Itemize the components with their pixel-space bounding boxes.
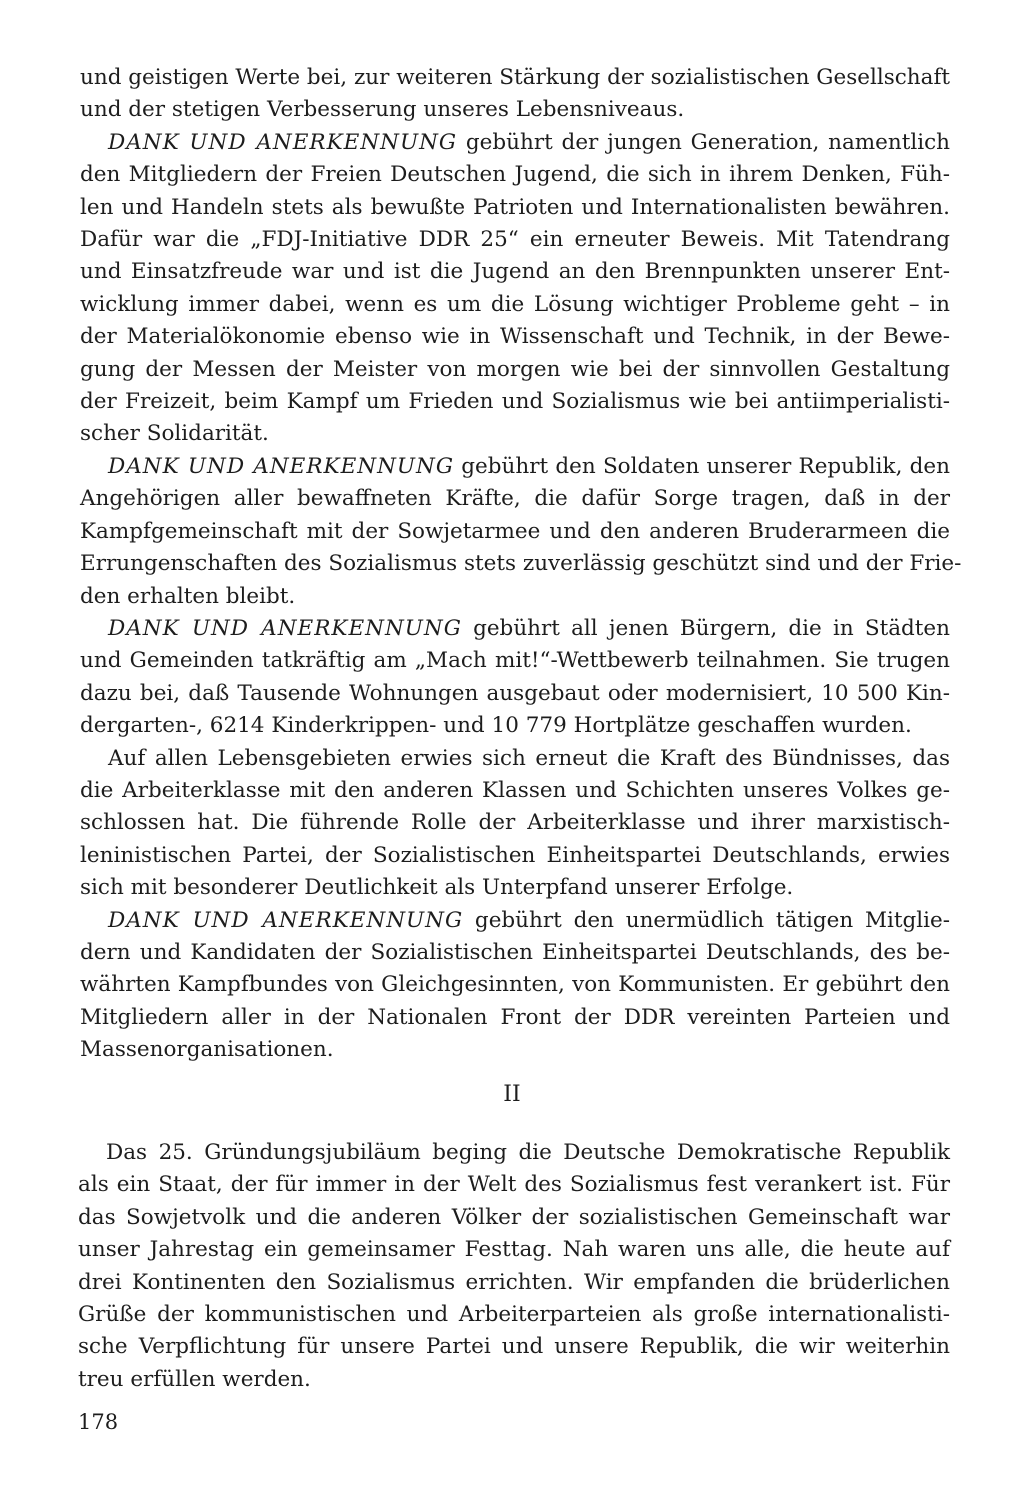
text-fragment: gebührt den unermüdlich tätigen Mitglie- — [463, 907, 950, 933]
text-line: und geistigen Werte bei, zur weiteren Stärkung der sozialistischen Gesellschaft — [80, 65, 951, 90]
text-line: dern und Kandidaten der Sozialistischen Einheitspartei Deutschlands, des be- — [80, 939, 950, 965]
text-line: dazu bei, daß Tausende Wohnungen ausgebaut oder modernisiert, 10 500 Kin- — [80, 680, 950, 706]
text-line: Kampfgemeinschaft mit der Sowjetarmee und den anderen Bruderarmeen die — [80, 518, 950, 544]
text-line — [80, 613, 950, 645]
text-line: leninistischen Partei, der Sozialistischen Einheitspartei Deutschlands, erwies — [80, 842, 950, 868]
text-fragment: gebührt der jungen Generation, namentlich — [457, 129, 950, 155]
text-line: den Mitgliedern der Freien Deutschen Jugend, die sich in ihrem Denken, Füh- — [80, 162, 950, 188]
emphasis-heading: DANK UND ANERKENNUNG — [108, 907, 464, 933]
text-line: als ein Staat, der für immer in der Welt des Sozialismus fest verankert ist. Für — [78, 1172, 950, 1198]
text-line: währten Kampfbundes von Gleichgesinnten, von Kommunisten. Er gebührt den — [80, 972, 950, 998]
text-line: drei Kontinenten den Sozialismus errichten. Wir empfanden die brüderlichen — [78, 1269, 950, 1295]
text-fragment: gebührt den Soldaten unserer Republik, den — [454, 453, 950, 479]
text-line — [80, 127, 950, 159]
section-two-body — [78, 1137, 950, 1396]
text-line: wicklung immer dabei, wenn es um die Lösung wichtiger Probleme geht – in — [80, 291, 950, 317]
paragraph-youth — [80, 127, 950, 451]
page-number: 178 — [78, 1410, 119, 1434]
emphasis-heading: DANK UND ANERKENNUNG — [108, 615, 462, 641]
text-line: scher Solidarität. — [80, 421, 269, 447]
text-line: das Sowjetvolk und die anderen Völker der sozialistischen Gemeinschaft war — [78, 1204, 950, 1230]
text-line: Das 25. Gründungsjubiläum beging die Deutsche Demokratische Republik — [106, 1140, 950, 1165]
text-line: der Materialökonomie ebenso wie in Wissenschaft und Technik, in der Bewe- — [80, 324, 950, 350]
paragraph-party-members — [80, 905, 950, 1067]
paragraph-alliance — [80, 743, 950, 905]
paragraph-soldiers — [80, 451, 962, 613]
text-fragment: gebührt all jenen Bürgern, die in Städten — [461, 615, 951, 641]
text-line: Auf allen Lebensgebieten erwies sich erneut die Kraft des Bündnisses, das — [108, 745, 950, 771]
section-heading: II — [503, 1082, 521, 1107]
text-line: Mitgliedern aller in der Nationalen Front der DDR vereinten Parteien und — [80, 1004, 950, 1030]
emphasis-heading: DANK UND ANERKENNUNG — [108, 129, 458, 155]
text-line: und der stetigen Verbesserung unseres Lebensniveaus. — [80, 97, 685, 123]
text-line: dergarten-, 6214 Kinderkrippen- und 10 779 Hortplätze geschaffen wurden. — [80, 713, 912, 739]
text-line: len und Handeln stets als bewußte Patrioten und Internationalisten bewähren. — [80, 194, 950, 220]
text-line: unser Jahrestag ein gemeinsamer Festtag. Nah waren uns alle, die heute auf — [78, 1237, 950, 1263]
text-line: und Einsatzfreude war und ist die Jugend an den Brennpunkten unserer Ent- — [80, 259, 950, 285]
emphasis-heading: DANK UND ANERKENNUNG — [108, 453, 455, 479]
text-line: Grüße der kommunistischen und Arbeiterparteien als große internationalisti- — [78, 1302, 950, 1328]
text-line: sich mit besonderer Deutlichkeit als Unterpfand unserer Erfolge. — [80, 875, 794, 901]
text-line: Errungenschaften des Sozialismus stets zuverlässig geschützt sind und der Frie- — [80, 551, 962, 577]
paragraph-citizens — [80, 613, 950, 743]
paragraph-continuation — [80, 62, 950, 127]
document-body — [80, 62, 962, 1067]
text-line — [80, 905, 950, 937]
text-line: treu erfüllen werden. — [78, 1366, 311, 1392]
text-line: schlossen hat. Die führende Rolle der Arbeiterklasse und ihrer marxistisch- — [80, 810, 950, 836]
text-line: der Freizeit, beim Kampf um Frieden und Sozialismus wie bei antiimperialisti- — [80, 389, 950, 415]
text-line: gung der Messen der Meister von morgen wie bei der sinnvollen Gestaltung — [80, 356, 950, 382]
text-line: und Gemeinden tatkräftig am „Mach mit!“-Wettbewerb teilnahmen. Sie trugen — [80, 648, 950, 674]
text-line: sche Verpflichtung für unsere Partei und unsere Republik, die wir weiterhin — [78, 1334, 950, 1360]
text-line: Angehörigen aller bewaffneten Kräfte, die dafür Sorge tragen, daß in der — [80, 486, 950, 512]
text-line — [80, 451, 950, 483]
text-line: den erhalten bleibt. — [80, 583, 296, 609]
text-line: Dafür war die „FDJ-Initiative DDR 25“ ein erneuter Beweis. Mit Tatendrang — [80, 227, 950, 253]
text-line: Massenorganisationen. — [80, 1037, 334, 1063]
text-line: die Arbeiterklasse mit den anderen Klassen und Schichten unseres Volkes ge- — [80, 777, 950, 803]
